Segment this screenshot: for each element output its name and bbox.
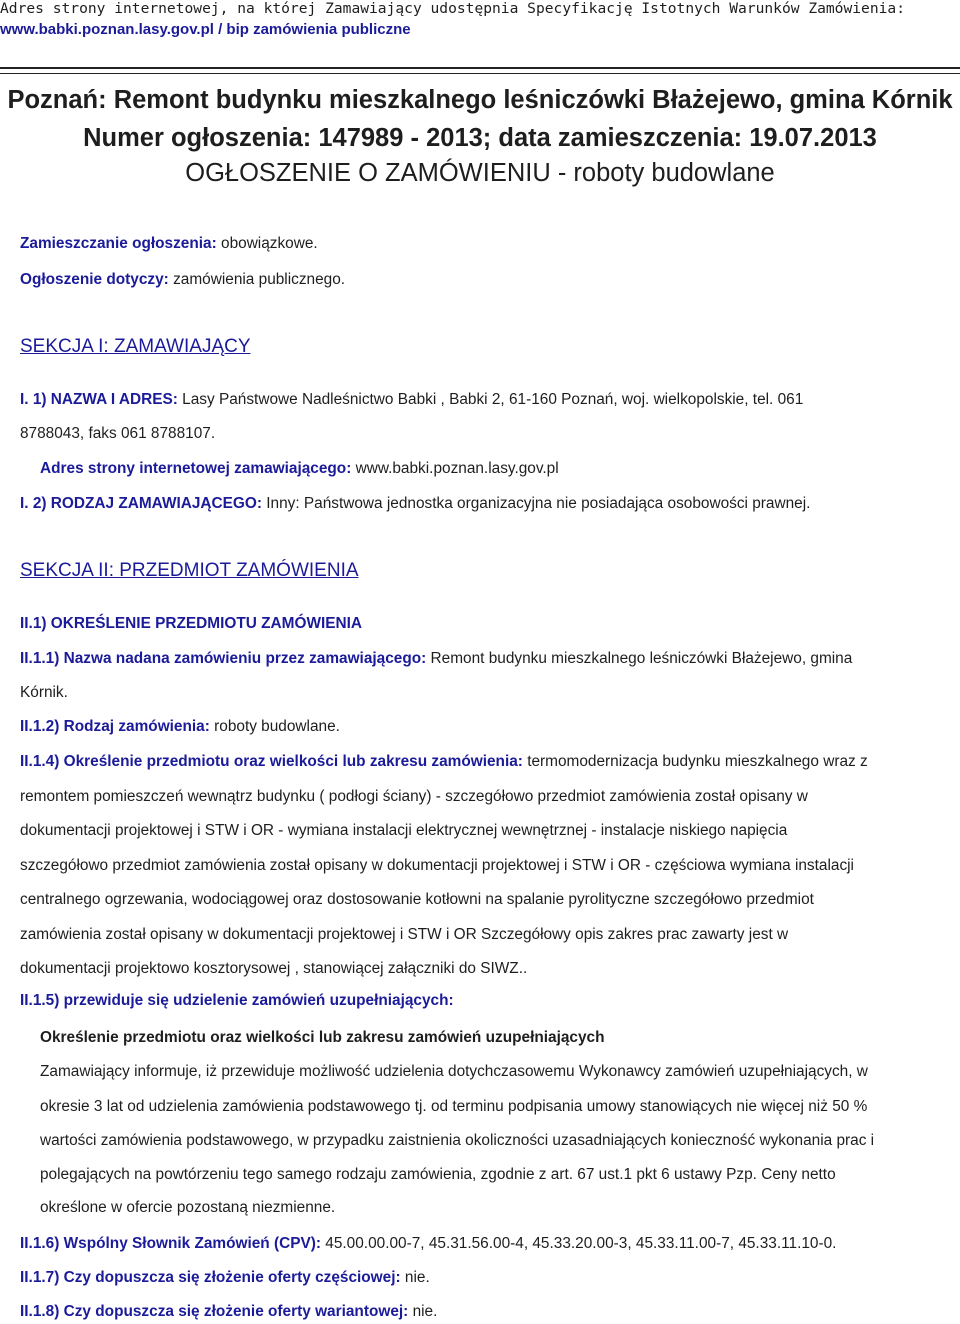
section-2-heading: SEKCJA II: PRZEDMIOT ZAMÓWIENIA — [20, 560, 359, 581]
s2-115-line — [20, 991, 454, 1011]
s2-115-subheading — [40, 1028, 605, 1048]
s2-114-text-line: centralnego ogrzewania, wodociągowej oraz dostosowanie kotłowni na spalanie pyrolityczne szczegółowo przedmiot — [20, 891, 814, 908]
concerns-value: zamówienia publicznego. — [168, 271, 346, 288]
notice-number-date: Numer ogłoszenia: 147989 - 2013; data zamieszczenia: 19.07.2013 — [83, 124, 877, 152]
s1-name-line — [20, 390, 803, 410]
section-1-heading: SEKCJA I: ZAMAWIAJĄCY — [20, 336, 251, 357]
s2-118-value: nie. — [408, 1303, 438, 1320]
s2-111-value: Remont budynku mieszkalnego leśniczówki Błażejewo, gmina — [426, 650, 853, 667]
s2-112-label: II.1.2) Rodzaj zamówienia: — [20, 718, 210, 735]
s2-115-label: II.1.5) przewiduje się udzielenie zamówień uzupełniających: — [20, 992, 454, 1009]
concerns-label: Ogłoszenie dotyczy: — [20, 271, 169, 288]
s2-subheading — [20, 614, 362, 634]
s1-www-label: Adres strony internetowej zamawiającego: — [40, 460, 352, 477]
s2-115-text-line: określone w ofercie pozostaną niezmienne. — [40, 1199, 336, 1216]
s2-115-subheading-text: Określenie przedmiotu oraz wielkości lub zakresu zamówień uzupełniających — [40, 1029, 605, 1046]
s2-112-line — [20, 717, 340, 737]
header-divider — [0, 67, 960, 74]
s2-117-label: II.1.7) Czy dopuszcza się złożenie oferty częściowej: — [20, 1269, 401, 1286]
s2-116-value: 45.00.00.00-7, 45.31.56.00-4, 45.33.20.00-3, 45.33.11.00-7, 45.33.11.10-0. — [321, 1235, 837, 1252]
s2-114-line — [20, 752, 868, 772]
s2-111-label: II.1.1) Nazwa nadana zamówieniu przez zamawiającego: — [20, 650, 427, 667]
s2-117-line — [20, 1268, 430, 1288]
s2-114-text-line: remontem pomieszczeń wewnątrz budynku ( podłogi ściany) - szczegółowo przedmiot zamówienia został opisany w — [20, 788, 808, 805]
s1-type-label: I. 2) RODZAJ ZAMAWIAJĄCEGO: — [20, 495, 262, 512]
s2-112-value: roboty budowlane. — [209, 718, 340, 735]
s2-114-label: II.1.4) Określenie przedmiotu oraz wielkości lub zakresu zamówienia: — [20, 753, 523, 770]
s2-116-label: II.1.6) Wspólny Słownik Zamówień (CPV): — [20, 1235, 322, 1252]
concerns-line — [20, 270, 345, 290]
notice-type: OGŁOSZENIE O ZAMÓWIENIU - roboty budowlane — [185, 159, 775, 187]
s2-111-cont: Kórnik. — [20, 684, 68, 701]
s2-116-line — [20, 1234, 836, 1254]
placement-line — [20, 234, 318, 254]
placement-label: Zamieszczanie ogłoszenia: — [20, 235, 217, 252]
s2-111-line — [20, 649, 852, 669]
s2-114-text-line: szczegółowo przedmiot zamówienia został opisany w dokumentacji projektowej i STW i OR - częściowa wymiana instalacji — [20, 857, 854, 874]
s2-114-value: termomodernizacja budynku mieszkalnego wraz z — [522, 753, 868, 770]
s1-name-value: Lasy Państwowe Nadleśnictwo Babki , Babki 2, 61-160 Poznań, woj. wielkopolskie, tel. 061 — [177, 391, 804, 408]
s2-117-value: nie. — [400, 1269, 430, 1286]
s2-subheading-text: II.1) OKREŚLENIE PRZEDMIOTU ZAMÓWIENIA — [20, 615, 363, 632]
s2-115-text-line: wartości zamówienia podstawowego, w przypadku zaistnienia okoliczności uzasadniających konieczność wykonania prac i — [40, 1132, 875, 1149]
notice-title: Poznań: Remont budynku mieszkalnego leśniczówki Błażejewo, gmina Kórnik — [7, 86, 953, 114]
header-spec-line: Adres strony internetowej, na której Zamawiający udostępnia Specyfikację Istotnych Warunków Zamówienia: — [0, 0, 905, 17]
s2-115-text-line: Zamawiający informuje, iż przewiduje możliwość udzielenia dotychczasowemu Wykonawcy zamówień uzupełniających, w — [40, 1063, 868, 1080]
s2-114-text-line: dokumentacji projektowej i STW i OR - wymiana instalacji elektrycznej wewnętrznej - instalacje niskiego napięcia — [20, 822, 788, 839]
header-bip-link[interactable]: www.babki.poznan.lasy.gov.pl / bip zamówienia publiczne — [0, 21, 411, 38]
s1-type-value: Inny: Państwowa jednostka organizacyjna nie posiadająca osobowości prawnej. — [261, 495, 811, 512]
s2-115-text-line: okresie 3 lat od udzielenia zamówienia podstawowego tj. od terminu podpisania umowy stanowiących nie więcej niż 50 % — [40, 1098, 868, 1115]
s1-www-line — [40, 459, 559, 479]
s1-name-label: I. 1) NAZWA I ADRES: — [20, 391, 178, 408]
s2-118-line — [20, 1302, 437, 1322]
s1-name-cont: 8788043, faks 061 8788107. — [20, 425, 216, 442]
s2-114-text-line: zamówienia został opisany w dokumentacji projektowej i STW i OR Szczegółowy opis zakres prac zawarty jest w — [20, 926, 789, 943]
s2-114-text-line: dokumentacji projektowo kosztorysowej , stanowiącej załączniki do SIWZ.. — [20, 960, 528, 977]
placement-value: obowiązkowe. — [216, 235, 318, 252]
s2-118-label: II.1.8) Czy dopuszcza się złożenie oferty wariantowej: — [20, 1303, 409, 1320]
s2-115-text-line: polegających na powtórzeniu tego samego rodzaju zamówienia, zgodnie z art. 67 ust.1 pkt 6 ustawy Pzp. Ceny netto — [40, 1166, 836, 1183]
s1-www-value: www.babki.poznan.lasy.gov.pl — [351, 460, 559, 477]
s1-type-line — [20, 494, 810, 514]
